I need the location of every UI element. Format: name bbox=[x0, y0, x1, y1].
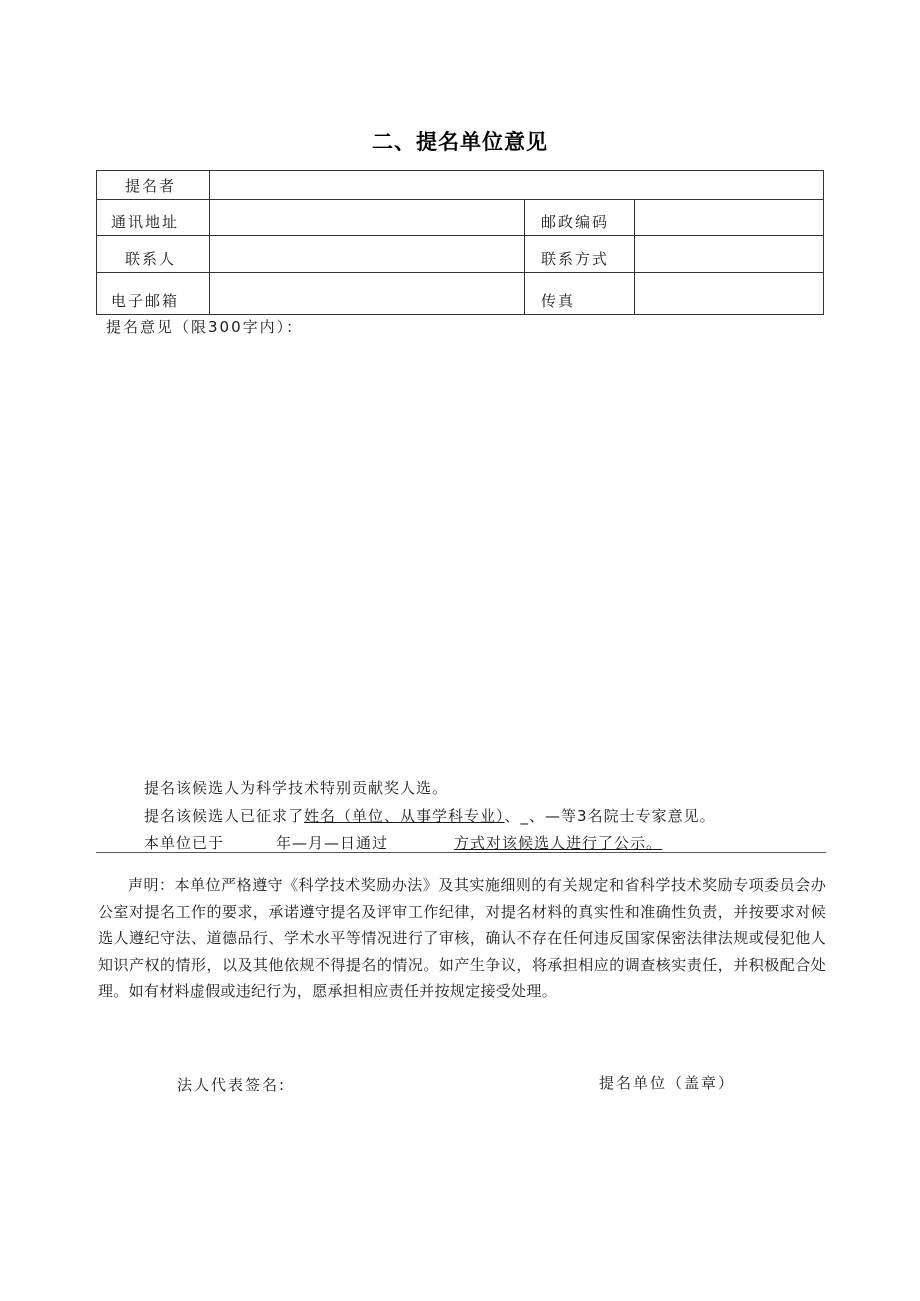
table-row bbox=[97, 236, 824, 273]
method-blank[interactable] bbox=[388, 834, 454, 853]
divider bbox=[96, 852, 826, 853]
year-blank[interactable] bbox=[224, 834, 276, 853]
statement-line-2-suffix: 、_、—等3名院士专家意见。 bbox=[504, 807, 716, 825]
table-row bbox=[97, 273, 824, 315]
table-row bbox=[97, 171, 824, 200]
postcode-field[interactable] bbox=[635, 200, 824, 236]
statement-line-1: 提名该候选人为科学技术特别贡献奖人选。 bbox=[144, 779, 449, 797]
statement-line-2-prefix: 提名该候选人已征求了 bbox=[144, 807, 305, 825]
table-row bbox=[97, 200, 824, 236]
opinion-label: 提名意见（限300字内）： bbox=[106, 318, 304, 336]
contact-field[interactable] bbox=[210, 236, 525, 273]
fax-field[interactable] bbox=[635, 273, 824, 315]
fax-label: 传真 bbox=[525, 273, 635, 315]
page-title: 二、提名单位意见 bbox=[372, 130, 548, 154]
declaration-text: 声明：本单位严格遵守《科学技术奖励办法》及其实施细则的有关规定和省科学技术奖励专项委员会办公室对提名工作的要求，承诺遵守提名及评审工作纪律，对提名材料的真实性和准确性负责，并按要求对候选人遵纪守法、道德品行、学术水平等情况进行了审核，确认不存在任何违反国家保密法律法规或侵犯他人知识产权的情形，以及其他依规不得提名的情况。如产生争议，将承担相应的调查核实责任，并积极配合处理。如有材料虚假或违纪行为，愿承担相应责任并按规定接受处理。 bbox=[98, 876, 826, 1000]
unit-seal-label: 提名单位（盖章） bbox=[599, 1074, 736, 1092]
statement-line-3 bbox=[144, 832, 662, 853]
address-field[interactable] bbox=[210, 200, 525, 236]
statement-line-3-a: 本单位已于 bbox=[144, 834, 225, 852]
address-label: 通讯地址 bbox=[97, 200, 210, 236]
nominator-info-table bbox=[96, 170, 824, 315]
email-field[interactable] bbox=[210, 273, 525, 315]
nominator-label: 提名者 bbox=[97, 171, 210, 200]
statement-line-2 bbox=[144, 805, 716, 826]
statement-line-3-b: 年—月—日通过 bbox=[276, 834, 389, 852]
contact-method-field[interactable] bbox=[635, 236, 824, 273]
legal-rep-signature-label: 法人代表签名: bbox=[177, 1076, 287, 1094]
postcode-label: 邮政编码 bbox=[525, 200, 635, 236]
email-label: 电子邮箱 bbox=[97, 273, 210, 315]
statement-line-3-c: 方式对该候选人进行了公示。 bbox=[454, 834, 663, 852]
contact-method-label: 联系方式 bbox=[525, 236, 635, 273]
contact-label: 联系人 bbox=[97, 236, 210, 273]
nominator-field[interactable] bbox=[210, 171, 824, 200]
expert-names-field[interactable]: 姓名（单位、从事学科专业） bbox=[304, 807, 505, 825]
